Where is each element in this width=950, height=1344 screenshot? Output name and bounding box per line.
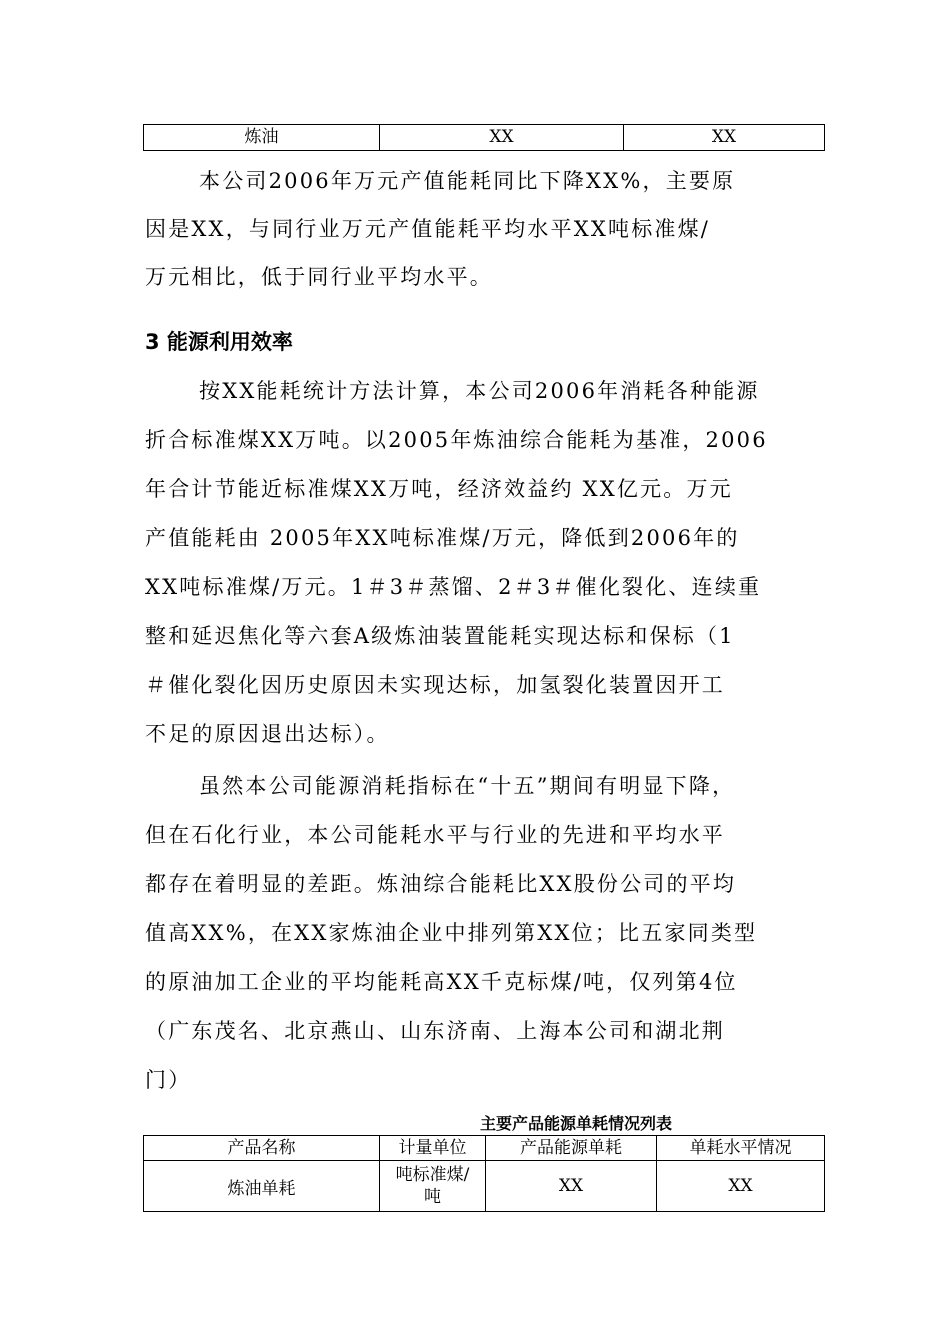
- unit-line: 吨: [424, 1187, 441, 1207]
- column-header: 产品能源单耗: [486, 1136, 657, 1161]
- table-cell-unit: [380, 1161, 486, 1212]
- table-row: [144, 125, 825, 151]
- table-header-row: [144, 1136, 825, 1161]
- text-line: 万元相比，低于同行业平均水平。: [145, 265, 493, 289]
- text-line: 因是XX，与同行业万元产值能耗平均水平XX吨标准煤/: [145, 217, 711, 241]
- table-cell: XX: [657, 1161, 825, 1212]
- text-line: ＃催化裂化因历史原因未实现达标，加氢裂化装置因开工: [145, 673, 725, 697]
- column-header: 单耗水平情况: [657, 1136, 825, 1161]
- text-line: 本公司2006年万元产值能耗同比下降XX%，主要原: [199, 169, 736, 193]
- table-cell: XX: [380, 125, 624, 151]
- text-line: 年合计节能近标准煤XX万吨，经济效益约 XX亿元。万元: [145, 477, 733, 501]
- text-line: XX吨标准煤/万元。1＃3＃蒸馏、2＃3＃催化裂化、连续重: [145, 575, 762, 599]
- text-line: 门）: [145, 1068, 192, 1092]
- text-line: （广东茂名、北京燕山、山东济南、上海本公司和湖北荆: [145, 1019, 725, 1043]
- text-line: 的原油加工企业的平均能耗高XX千克标煤/吨，仅列第4位: [145, 970, 738, 994]
- text-line: 值高XX%，在XX家炼油企业中排列第XX位；比五家同类型: [145, 921, 758, 945]
- text-line: 但在石化行业，本公司能耗水平与行业的先进和平均水平: [145, 823, 725, 847]
- table-row: [144, 1161, 825, 1212]
- text-line: 折合标准煤XX万吨。以2005年炼油综合能耗为基准，2006: [145, 428, 768, 452]
- top-table: [143, 124, 825, 151]
- table-cell: XX: [624, 125, 825, 151]
- text-line: 按XX能耗统计方法计算，本公司2006年消耗各种能源: [199, 379, 760, 403]
- table-cell: 炼油: [144, 125, 380, 151]
- text-line: 产值能耗由 2005年XX吨标准煤/万元，降低到2006年的: [145, 526, 740, 550]
- table-caption: 主要产品能源单耗情况列表: [480, 1114, 673, 1133]
- text-line: 虽然本公司能源消耗指标在“十五”期间有明显下降，: [199, 774, 736, 798]
- column-header: 产品名称: [144, 1136, 380, 1161]
- text-line: 都存在着明显的差距。炼油综合能耗比XX股份公司的平均: [145, 872, 737, 896]
- section-heading: 3 能源利用效率: [145, 330, 293, 354]
- table-cell: XX: [486, 1161, 657, 1212]
- text-line: 不足的原因退出达标）。: [145, 722, 390, 746]
- column-header: 计量单位: [380, 1136, 486, 1161]
- text-line: 整和延迟焦化等六套A级炼油装置能耗实现达标和保标（1: [145, 624, 735, 648]
- product-energy-table: [143, 1135, 825, 1212]
- table-cell: 炼油单耗: [144, 1161, 380, 1212]
- unit-line: 吨标准煤/: [395, 1165, 470, 1185]
